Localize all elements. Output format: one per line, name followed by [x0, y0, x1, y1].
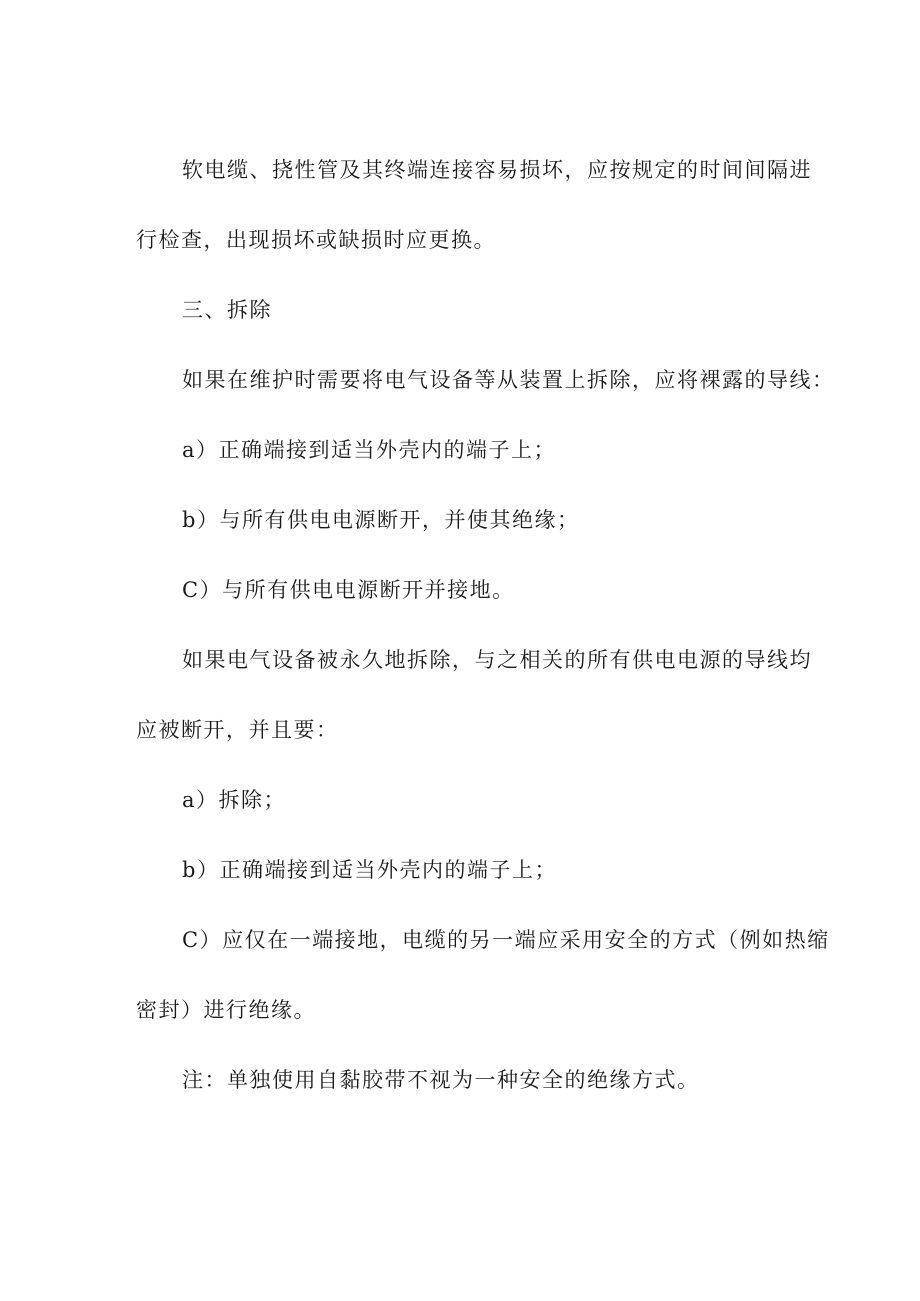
paragraph-line: 如果在维护时需要将电气设备等从装置上拆除，应将裸露的导线： — [182, 368, 835, 392]
list-item: a）拆除； — [182, 788, 287, 812]
paragraph-line: 软电缆、挠性管及其终端连接容易损坏，应按规定的时间间隔进 — [182, 158, 812, 182]
list-item: a）正确端接到适当外壳内的端子上； — [182, 438, 557, 462]
paragraph-line: 如果电气设备被永久地拆除，与之相关的所有供电电源的导线均 — [182, 648, 812, 672]
paragraph-line: 应被断开，并且要： — [136, 718, 339, 742]
note-line: 注：单独使用自黏胶带不视为一种安全的绝缘方式。 — [182, 1068, 700, 1092]
section-heading: 三、拆除 — [182, 298, 272, 322]
paragraph-line: 行检查，出现损坏或缺损时应更换。 — [136, 228, 496, 252]
list-item: C）应仅在一端接地，电缆的另一端应采用安全的方式（例如热缩 — [182, 928, 830, 952]
list-item: b）正确端接到适当外壳内的端子上； — [182, 858, 557, 882]
paragraph-line: 密封）进行绝缘。 — [136, 998, 316, 1022]
list-item: C）与所有供电电源断开并接地。 — [182, 578, 515, 602]
list-item: b）与所有供电电源断开，并使其绝缘； — [182, 508, 580, 532]
